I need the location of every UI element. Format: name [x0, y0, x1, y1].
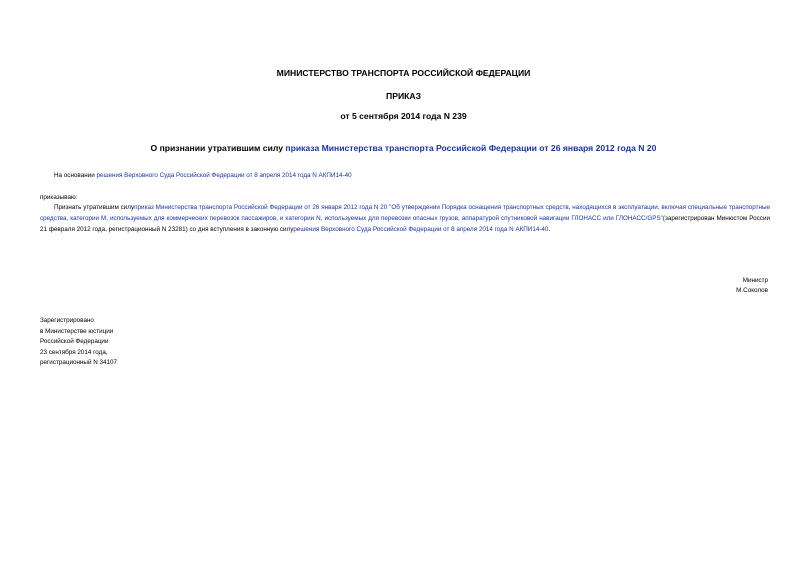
date-number-heading: от 5 сентября 2014 года N 239: [340, 111, 467, 121]
doc-type-heading: ПРИКАЗ: [386, 91, 421, 101]
para-middle: (зарегистрирован Минюстом России 21 февраля 2012 года, регистрационный N 23281) со дня вступления в законную силу: [40, 214, 770, 233]
basis-prefix: На основании: [54, 172, 97, 179]
title-link[interactable]: приказа Министерства транспорта Российской Федерации от 26 января 2012 года N 20: [285, 143, 657, 153]
signature-name: М.Соколов: [736, 287, 768, 294]
registration-line: Зарегистрировано: [40, 317, 94, 324]
document-title: [0, 143, 807, 153]
para-link-decision[interactable]: решения Верховного Суда Российской Федерации от 8 апреля 2014 года N АКПИ14-40: [293, 225, 549, 233]
title-prefix: О признании утратившим силу: [150, 143, 286, 153]
basis-link[interactable]: решения Верховного Суда Российской Федерации от 8 апреля 2014 года N АКПИ14-40: [96, 172, 352, 179]
para-link-order[interactable]: приказ Министерства транспорта Российской Федерации от 26 января 2012 года N 20 "Об утверждении Порядка оснащения транспортных средств, находящихся в эксплуатации, включая специальные транспортные средства, категории M, используемых для коммерческих перевозок пассажиров, и категории N, используемых для перевозки опасных грузов, аппаратурой спутниковой навигации ГЛОНАСС или ГЛОНАСС/GPS": [40, 204, 771, 222]
registration-line: в Министерстве юстиции: [40, 327, 114, 335]
registration-line: 23 сентября 2014 года,: [40, 348, 108, 356]
signature-position: Министр: [742, 277, 768, 284]
registration-block: [40, 316, 117, 369]
order-word: приказываю:: [40, 194, 78, 201]
para-prefix: Признать утратившим силу: [54, 204, 135, 211]
registration-line: Российской Федерации: [40, 338, 109, 346]
basis-line: [54, 171, 352, 182]
ministry-heading: МИНИСТЕРСТВО ТРАНСПОРТА РОССИЙСКОЙ ФЕДЕРАЦИИ: [276, 68, 531, 78]
para-end: .: [548, 225, 551, 233]
registration-line: регистрационный N 34107: [40, 359, 118, 367]
order-paragraph: [40, 203, 770, 235]
